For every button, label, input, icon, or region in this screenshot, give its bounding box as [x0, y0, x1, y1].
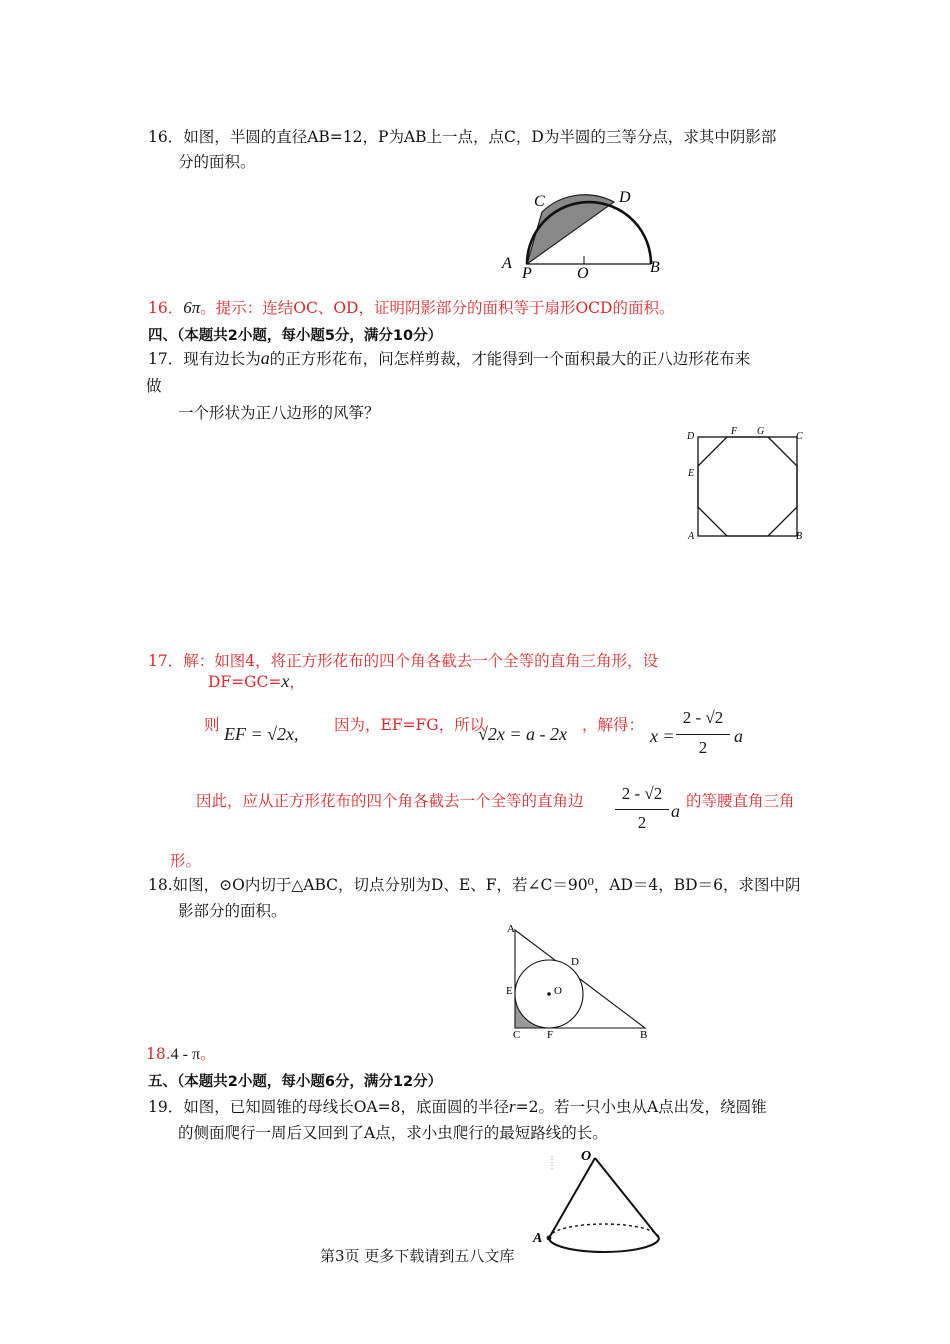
q18-text-line2: 影部分的面积。	[178, 902, 287, 920]
q17-then-label: 则	[204, 716, 220, 734]
q18-label-c: C	[513, 1029, 521, 1041]
q17-octagon-figure	[685, 424, 810, 544]
q17-text-line3: 一个形状为正八边形的风筝？	[178, 404, 380, 422]
q16-label-b: B	[650, 259, 660, 276]
q17-label-c: C	[796, 431, 803, 442]
q17-var-a: a	[260, 348, 270, 368]
q17-eq1: EF = √2x,	[224, 724, 299, 744]
q17-sol-line2-pre: DF=GC=	[208, 673, 282, 691]
q18-text-line1: 18.如图，⊙O内切于△ABC，切点分别为D、E、F，若∠C＝90⁰，AD＝4，BD＝6，求图中阴	[148, 876, 801, 894]
q17-line1-post: 的正方形花布，问怎样剪裁，才能得到一个面积最大的正八边形花布来	[269, 350, 751, 368]
q19-label-a: A	[533, 1231, 543, 1246]
q19-text-line2: 的侧面爬行一周后又回到了A点，求小虫爬行的最短路线的长。	[178, 1124, 608, 1142]
q16-text-line2: 分的面积。	[178, 153, 256, 171]
q16-answer-hint: 。提示：连结OC、OD，证明阴影部分的面积等于扇形OCD的面积。	[200, 299, 675, 317]
q17-conclusion-var: a	[671, 801, 680, 821]
q19-line1-pre: 19．如图，已知圆锥的母线长OA=8，底面圆的半径	[148, 1098, 509, 1116]
q17-label-e: E	[688, 468, 695, 479]
q18-label-b: B	[640, 1029, 648, 1041]
q18-label-d: D	[571, 956, 579, 968]
q16-semicircle-figure	[500, 188, 670, 280]
q18-label-e: E	[506, 985, 513, 997]
q19-label-o: O	[581, 1149, 592, 1164]
page-footer: 第3页 更多下载请到五八文库	[320, 1247, 515, 1265]
q17-solve-label: ，解得：	[582, 716, 645, 734]
q19-text-line1	[148, 1096, 767, 1118]
q17-because: 因为，EF=FG，所以	[334, 716, 486, 734]
q17-conclusion-denominator: 2	[637, 813, 647, 832]
q16-label-p: P	[522, 265, 532, 282]
q17-eq3-var: a	[734, 726, 743, 746]
q16-label-a: A	[502, 255, 512, 272]
q17-label-a: A	[688, 531, 695, 542]
q17-eq3-denominator: 2	[698, 738, 708, 757]
q17-conclusion-pre: 因此，应从正方形花布的四个角各截去一个全等的直角边	[196, 792, 584, 810]
q16-answer-math: 6π	[183, 298, 201, 317]
q17-label-b: B	[796, 531, 803, 542]
q17-var-x: x	[281, 671, 290, 691]
q19-line1-post: =2。若一只小虫从A点出发，绕圆锥	[515, 1098, 767, 1116]
q17-eq3-numerator: 2 - √2	[682, 708, 724, 727]
section5-heading: 五、（本题共2小题，每小题6分，满分12分）	[148, 1074, 443, 1090]
q17-conclusion-numerator: 2 - √2	[621, 784, 663, 803]
q18-answer	[146, 1043, 216, 1066]
q17-text-line2: 做	[146, 377, 162, 395]
q17-solution-line1: 17．解：如图4，将正方形花布的四个角各截去一个全等的直角三角形，设	[148, 652, 659, 670]
q17-conclusion-end: 形。	[170, 852, 202, 870]
q18-label-f: F	[547, 1029, 554, 1041]
q17-sol-line2-post: ，	[289, 673, 305, 691]
q18-label-a: A	[507, 923, 515, 935]
q16-label-c: C	[534, 193, 545, 210]
q17-eq3-lhs: x =	[650, 726, 675, 746]
q17-label-g: G	[757, 426, 765, 437]
q16-text-line1: 16．如图，半圆的直径AB=12，P为AB上一点，点C，D为半圆的三等分点，求其中阴影部	[148, 128, 777, 146]
q17-label-d: D	[687, 431, 695, 442]
q18-answer-num: 18.	[146, 1045, 171, 1063]
q19-cone-figure	[525, 1148, 670, 1270]
q17-solution-line2	[208, 670, 305, 693]
q16-answer	[148, 297, 674, 319]
section4-heading: 四、（本题共2小题，每小题5分，满分10分）	[148, 328, 443, 344]
q16-answer-num: 16．	[148, 299, 184, 317]
q17-eq3-fraction-bar	[676, 734, 730, 735]
q17-eq2: √2x = a - 2x	[478, 724, 567, 744]
q16-label-d: D	[619, 189, 631, 206]
q18-answer-end: 。	[200, 1045, 216, 1063]
q17-label-f: F	[731, 426, 738, 437]
q18-triangle-figure	[500, 920, 660, 1045]
q18-label-o: O	[554, 985, 562, 997]
q19-var-r: r	[508, 1097, 516, 1116]
q16-label-o: O	[577, 265, 589, 282]
q18-answer-math: 4 - π	[170, 1046, 201, 1063]
q17-conclusion-fraction-bar	[615, 809, 669, 810]
q17-text-line1	[148, 347, 750, 370]
q17-line1-pre: 17．现有边长为	[148, 350, 261, 368]
q17-conclusion-post: 的等腰直角三角	[686, 792, 795, 810]
